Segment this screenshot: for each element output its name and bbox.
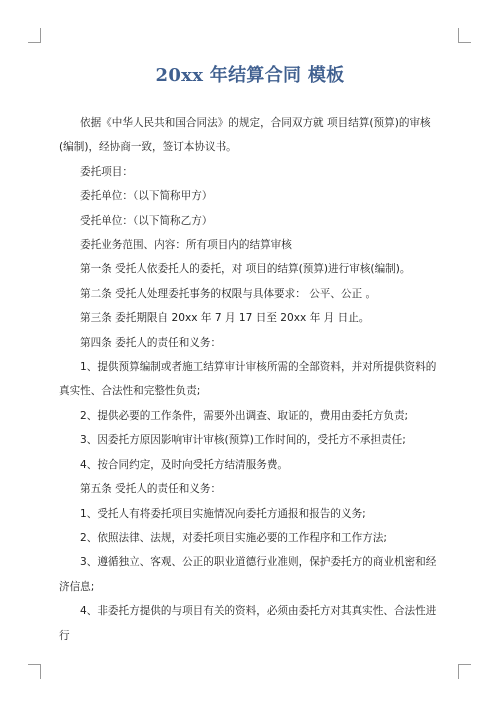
paragraph: 4、非委托方提供的与项目有关的资料，必须由委托方对其真实性、合法性进行 (59, 605, 437, 642)
paragraph: 第五条 受托人的责任和义务： (80, 483, 222, 496)
paragraph: 1、提供预算编制或者施工结算审计审核所需的全部资料，并对所提供资料的真实性、合法性和完整性负责; (59, 361, 437, 398)
paragraph: 委托单位：（以下简称甲方） (80, 190, 213, 203)
paragraph: 2、提供必要的工作条件，需要外出调查、取证的，费用由委托方负责; (80, 409, 409, 422)
crop-mark-bottom-right (458, 664, 471, 679)
paragraph: 依据《中华人民共和国合同法》的规定，合同双方就 项目结算(预算)的审核(编制)，经协商一致，签订本协议书。 (59, 117, 431, 154)
crop-mark-top-right (458, 28, 471, 43)
paragraph: 3、遵循独立、客观、公正的职业道德行业准则，保护委托方的商业机密和经济信息; (59, 556, 437, 593)
paragraph: 委托业务范围、内容：所有项目内的结算审核 (80, 239, 292, 252)
crop-mark-top-left (28, 28, 41, 43)
paragraph: 第三条 委托期限自 20xx 年 7 月 17 日至 20xx 年 月 日止。 (80, 312, 370, 325)
paragraph: 2、依照法律、法规，对委托项目实施必要的工作程序和工作方法; (80, 531, 387, 544)
paragraph: 受托单位：（以下简称乙方） (80, 214, 213, 227)
paragraph: 第二条 受托人处理委托事务的权限与具体要求： 公平、公正 。 (80, 287, 377, 300)
paragraph: 1、受托人有将委托项目实施情况向委托方通报和报告的义务; (80, 507, 366, 520)
paragraph: 第四条 委托人的责任和义务： (80, 336, 222, 349)
crop-mark-bottom-left (28, 664, 41, 679)
paragraph: 4、按合同约定，及时向受托方结清服务费。 (80, 458, 289, 471)
document-title: 20xx 年结算合同 模板 (155, 65, 345, 86)
paragraph: 委托项目： (80, 165, 133, 178)
paragraph: 3、因委托方原因影响审计审核(预算)工作时间的，受托方不承担责任; (80, 434, 406, 447)
document-body (59, 111, 439, 648)
paragraph: 第一条 受托人依委托人的委托，对 项目的结算(预算)进行审核(编制)。 (80, 263, 411, 276)
